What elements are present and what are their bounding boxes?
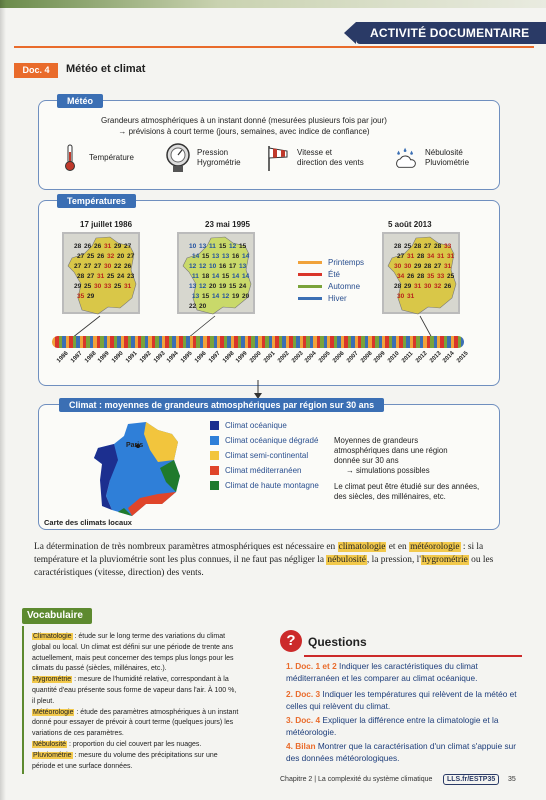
temperature-value: 30 — [404, 263, 412, 270]
climate-name: Climat océanique — [225, 421, 287, 430]
season-timeline — [52, 336, 464, 348]
header-rule — [14, 46, 534, 48]
climate-note-1 — [334, 436, 448, 476]
vocab-line: période et une surface données. — [32, 762, 133, 770]
note-line: donnée sur 30 ans — [334, 456, 399, 465]
question-3 — [286, 714, 526, 738]
doc-title: Météo et climat — [66, 63, 146, 75]
note-line: → simulations possibles — [346, 466, 430, 475]
temperature-value: 25 — [114, 283, 122, 290]
temperature-value: 19 — [232, 293, 240, 300]
temperature-value: 27 — [77, 253, 85, 260]
climate-legend-semi-continental — [210, 451, 308, 460]
temperature-value: 28 — [394, 283, 402, 290]
timeline-year: 1987 — [69, 350, 84, 365]
timeline-year: 2004 — [304, 350, 319, 365]
temperature-value: 14 — [242, 273, 250, 280]
temperature-value: 25 — [107, 273, 115, 280]
temperature-value: 20 — [242, 293, 250, 300]
climate-swatch — [210, 451, 219, 460]
temperature-value: 25 — [87, 253, 95, 260]
season-swatch — [298, 261, 322, 264]
vocab-term: Météorologie — [33, 708, 74, 716]
term-nebulosite: nébulosité — [327, 555, 366, 565]
season-swatch — [298, 273, 322, 276]
temperature-value: 13 — [239, 263, 247, 270]
temperature-value: 27 — [424, 243, 432, 250]
timeline-year: 2011 — [401, 350, 415, 365]
timeline-year: 1995 — [180, 350, 194, 365]
temperature-value: 26 — [444, 283, 452, 290]
season-legend-hiver — [298, 294, 347, 303]
temperature-value: 23 — [127, 273, 135, 280]
page-shadow — [0, 0, 6, 800]
vocab-line: variations de ces paramètres. — [32, 730, 124, 738]
timeline-year: 1991 — [125, 350, 139, 365]
temperature-value: 31 — [97, 273, 105, 280]
temperature-value: 25 — [447, 273, 455, 280]
temperature-value: 15 — [219, 243, 227, 250]
temperature-value: 11 — [192, 273, 199, 280]
temperature-value: 27 — [434, 263, 442, 270]
season-name: Automne — [328, 282, 361, 291]
temperature-value: 15 — [222, 273, 230, 280]
timeline-year: 2000 — [249, 350, 263, 365]
timeline-year: 2014 — [442, 350, 457, 365]
vocab-line: Météorologie : étude des paramètres atmosphériques à un instant — [33, 708, 239, 716]
timeline-year: 2010 — [387, 350, 401, 365]
climate-swatch — [210, 421, 219, 430]
temperature-map-1995 — [177, 232, 255, 314]
question-number: 2. Doc. 3 — [286, 689, 321, 699]
page-number: 35 — [508, 776, 516, 783]
temperature-value: 14 — [192, 253, 200, 260]
meteo-item-label: Pression Hygrométrie — [197, 148, 241, 167]
text-run: ou les caractéristiques (vitesse, direction) des vents. — [34, 555, 494, 578]
text-run: La détermination de très nombreux paramètres atmosphériques est nécessaire en — [34, 542, 338, 552]
timeline-year: 1992 — [138, 350, 153, 365]
temperature-value: 31 — [104, 243, 112, 250]
temperature-value: 24 — [239, 283, 247, 290]
question-icon: ? — [280, 630, 302, 652]
climate-legend-oceanique — [210, 421, 287, 430]
questions-title: Questions — [308, 635, 367, 649]
climate-legend-haute-montagne — [210, 481, 319, 490]
question-number: 1. Doc. 1 et 2 — [286, 661, 337, 671]
temperature-value: 35 — [77, 293, 85, 300]
temperature-value: 27 — [87, 273, 95, 280]
timeline-year: 2003 — [290, 350, 305, 365]
temperature-value: 12 — [189, 263, 197, 270]
climate-swatch — [210, 436, 219, 445]
footer-link[interactable]: LLS.fr/ESTP35 — [443, 774, 499, 785]
temperature-value: 15 — [229, 283, 237, 290]
windsock-icon — [265, 145, 291, 171]
timeline-year: 2001 — [263, 350, 277, 365]
temperature-value: 22 — [114, 263, 122, 270]
thermometer-icon — [57, 145, 83, 171]
meteo-item-label: Vitesse et direction des vents — [297, 148, 364, 167]
temperature-value: 15 — [202, 293, 210, 300]
temperature-value: 20 — [117, 253, 125, 260]
temperature-value: 14 — [212, 293, 220, 300]
vocabulaire-box — [22, 626, 262, 774]
vocab-line: Pluviométrie : mesure du volume des précipitations sur une — [33, 751, 218, 759]
meteo-item-label: Nébulosité Pluviométrie — [425, 148, 470, 167]
vocab-line: Climatologie : étude sur le long terme des variations du climat — [33, 633, 226, 640]
temperature-value: 31 — [407, 293, 415, 300]
temperature-value: 31 — [447, 253, 455, 260]
temperature-value: 20 — [199, 303, 207, 310]
climat-label: Climat : moyennes de grandeurs atmosphériques par région sur 30 ans — [59, 398, 384, 412]
rain-cloud-icon — [393, 145, 419, 171]
temperature-value: 28 — [424, 263, 432, 270]
temperature-value: 12 — [199, 263, 207, 270]
questions-rule — [304, 655, 522, 657]
temperature-value: 32 — [107, 253, 115, 260]
timeline-year: 2009 — [373, 350, 388, 365]
question-text: Montrer que la caractérisation d'un climat s'appuie sur des données météorologiques. — [286, 741, 517, 763]
temperature-value: 29 — [114, 243, 122, 250]
temperature-value: 29 — [414, 263, 422, 270]
temperature-value: 27 — [94, 263, 102, 270]
temperature-map-1986 — [62, 232, 140, 314]
temperature-value: 15 — [202, 253, 210, 260]
doc-tag: Doc. 4 — [14, 63, 58, 78]
temperature-value: 14 — [212, 273, 220, 280]
temperatures-label: Températures — [57, 194, 136, 208]
season-legend-ete — [298, 270, 340, 279]
vocab-line: climats du passé (siècles, millénaires, etc.). — [32, 665, 167, 673]
temperature-value: 27 — [127, 253, 135, 260]
temperature-value: 13 — [192, 293, 200, 300]
temperature-value: 28 — [417, 273, 425, 280]
temperature-value: 18 — [202, 273, 210, 280]
timeline-year: 2002 — [276, 350, 291, 365]
temperature-value: 13 — [222, 253, 230, 260]
timeline-year: 2006 — [332, 350, 346, 365]
text-run: : si la température et la pluviométrie sont les plus connues, il ne faut pas négliger la — [34, 542, 484, 565]
temperature-value: 29 — [74, 283, 82, 290]
term-meteorologie: météorologie — [410, 542, 460, 552]
temperature-value: 24 — [117, 273, 125, 280]
temperature-value: 30 — [397, 293, 405, 300]
temperature-value: 26 — [84, 243, 92, 250]
temperature-value: 29 — [87, 293, 95, 300]
season-swatch — [298, 297, 322, 300]
vocab-line: actuellement, mais peut concerner des temps plus longs pour les — [32, 654, 234, 662]
temperature-value: 20 — [209, 283, 217, 290]
temperature-value: 13 — [212, 253, 220, 260]
note-line: atmosphériques dans une région — [334, 446, 448, 455]
temperature-map-2013 — [382, 232, 460, 314]
temperature-value: 33 — [444, 243, 452, 250]
temperature-value: 28 — [417, 253, 425, 260]
intro-paragraph — [34, 541, 510, 580]
vocab-term: Nébulosité — [33, 741, 67, 748]
climate-name: Climat de haute montagne — [225, 481, 319, 490]
timeline-year: 1998 — [221, 350, 236, 365]
temperature-value: 29 — [404, 283, 412, 290]
question-number: 4. Bilan — [286, 741, 316, 751]
temperature-value: 31 — [437, 253, 445, 260]
map-date-1986: 17 juillet 1986 — [80, 220, 133, 229]
temperature-value: 28 — [77, 273, 85, 280]
temperature-value: 10 — [189, 243, 197, 250]
temperature-value: 32 — [434, 283, 442, 290]
vocab-term: Hygrométrie — [33, 676, 72, 684]
temperature-value: 28 — [394, 243, 402, 250]
climate-swatch — [210, 481, 219, 490]
season-name: Hiver — [328, 294, 347, 303]
meteo-item-label: Température — [89, 153, 134, 162]
timeline-year: 1986 — [56, 350, 70, 365]
climate-legend-mediterraneen — [210, 466, 301, 475]
timeline-year: 2013 — [428, 350, 443, 365]
temperature-value: 25 — [404, 243, 412, 250]
climate-swatch — [210, 466, 219, 475]
temperature-value: 33 — [437, 273, 445, 280]
vocab-line: donné pour essayer de prévoir à court terme (quelques jours) les — [32, 719, 234, 727]
note-line: Moyennes de grandeurs — [334, 436, 419, 445]
timeline-year: 1988 — [83, 350, 98, 365]
season-swatch — [298, 285, 322, 288]
timeline-year: 1996 — [194, 350, 208, 365]
timeline-year: 1993 — [152, 350, 167, 365]
text-run: et en — [386, 542, 410, 552]
temperature-value: 30 — [394, 263, 402, 270]
meteo-desc-line1: Grandeurs atmosphériques à un instant donné (mesurées plusieurs fois par jour) — [101, 116, 387, 125]
temperature-value: 31 — [124, 283, 132, 290]
question-number: 3. Doc. 4 — [286, 715, 321, 725]
vocab-line: quantité d'eau présente sous forme de vapeur dans l'air. À 100 %, — [32, 687, 237, 694]
temperature-value: 30 — [104, 263, 112, 270]
barometer-icon — [165, 145, 191, 171]
question-text: Indiquer les températures qui relèvent de la météo et celles qui relèvent du climat. — [286, 689, 517, 711]
meteo-item-nebulosite — [393, 145, 469, 171]
temperature-value: 16 — [232, 253, 240, 260]
timeline-year: 2007 — [345, 350, 360, 365]
season-name: Été — [328, 270, 341, 279]
temperature-value: 16 — [219, 263, 227, 270]
temperature-value: 27 — [74, 263, 82, 270]
temperature-value: 35 — [427, 273, 435, 280]
vocab-term: Climatologie — [33, 633, 72, 640]
vocab-line: il pleut. — [32, 697, 55, 705]
timeline-year: 2005 — [318, 350, 332, 365]
timeline-year: 2008 — [359, 350, 374, 365]
temperature-value: 19 — [219, 283, 227, 290]
season-name: Printemps — [328, 258, 365, 267]
temperature-value: 14 — [232, 273, 240, 280]
question-4 — [286, 740, 526, 764]
climate-note-2 — [334, 482, 479, 502]
meteo-item-temperature — [57, 145, 134, 171]
activity-banner: ACTIVITÉ DOCUMENTAIRE — [356, 22, 546, 44]
temperature-value: 12 — [199, 283, 207, 290]
temperature-value: 26 — [124, 263, 132, 270]
temperature-value: 26 — [407, 273, 415, 280]
climate-name: Climat semi-continental — [225, 451, 309, 460]
meteo-panel — [38, 96, 500, 190]
vocab-line: Hygrométrie : mesure de l'humidité relative, correspondant à la — [33, 676, 229, 684]
temperature-value: 25 — [84, 283, 92, 290]
term-hygrometrie: hygrométrie — [421, 555, 468, 565]
vocab-term: Pluviométrie — [33, 751, 72, 759]
vocab-line: Nébulosité : proportion du ciel couvert par les nuages. — [33, 741, 202, 748]
season-legend-printemps — [298, 258, 364, 267]
climate-name: Climat méditerranéen — [225, 466, 302, 475]
temperature-value: 34 — [397, 273, 405, 280]
temperature-value: 14 — [242, 253, 250, 260]
question-text: Expliquer la différence entre la climatologie et la météorologie. — [286, 715, 499, 737]
term-climatologie: climatologie — [338, 542, 386, 552]
timeline-year: 1994 — [166, 350, 181, 365]
temperature-value: 28 — [434, 243, 442, 250]
vocabulaire-title: Vocabulaire — [22, 608, 92, 624]
note-line: Le climat peut être étudié sur des années, — [334, 482, 480, 491]
temperature-value: 34 — [427, 253, 435, 260]
timeline-year: 1999 — [235, 350, 250, 365]
timeline-year: 1990 — [111, 350, 125, 365]
temperature-value: 17 — [229, 263, 237, 270]
meteo-label: Météo — [57, 94, 103, 108]
meteo-description — [79, 115, 409, 137]
temperature-value: 26 — [94, 243, 102, 250]
timeline-year: 2015 — [456, 350, 470, 365]
temperature-value: 13 — [189, 283, 197, 290]
season-legend-automne — [298, 282, 360, 291]
map-date-2013: 5 août 2013 — [388, 220, 432, 229]
timeline-year: 2012 — [414, 350, 429, 365]
temperature-value: 22 — [189, 303, 197, 310]
climate-map — [88, 420, 188, 520]
temperature-value: 31 — [444, 263, 452, 270]
temperature-value: 27 — [124, 243, 132, 250]
temperature-value: 12 — [229, 243, 237, 250]
question-text: Indiquer les caractéristiques du climat méditerranéen et les comparer au climat océanique. — [286, 661, 478, 683]
temperature-value: 10 — [209, 263, 217, 270]
temperature-value: 31 — [414, 283, 422, 290]
top-photo-strip — [0, 0, 546, 8]
meteo-item-pression — [165, 145, 241, 171]
temperature-value: 31 — [407, 253, 415, 260]
temperature-value: 26 — [97, 253, 105, 260]
temperature-value: 28 — [74, 243, 82, 250]
footer-chapter: Chapitre 2 | La complexité du système climatique — [280, 776, 433, 783]
map-date-1995: 23 mai 1995 — [205, 220, 250, 229]
temperature-value: 27 — [84, 263, 92, 270]
temperature-value: 30 — [424, 283, 432, 290]
timeline-year: 1989 — [97, 350, 112, 365]
timeline-year: 1997 — [207, 350, 222, 365]
note-line: des siècles, des millénaires, etc. — [334, 492, 446, 501]
meteo-desc-line2: → prévisions à court terme (jours, semaines, avec indice de confiance) — [118, 127, 370, 136]
temperature-value: 30 — [94, 283, 102, 290]
climate-legend-oceanique-degrade — [210, 436, 318, 445]
city-label: Paris — [126, 442, 144, 449]
temperature-value: 28 — [414, 243, 422, 250]
temperature-value: 11 — [209, 243, 216, 250]
text-run: , la pression, l' — [366, 555, 421, 565]
temperature-value: 27 — [397, 253, 405, 260]
temperature-value: 15 — [239, 243, 247, 250]
vocab-line: global ou local. Un climat est défini sur une période de trente ans — [32, 643, 234, 651]
question-2 — [286, 688, 526, 712]
temperature-value: 12 — [222, 293, 230, 300]
temperature-value: 13 — [199, 243, 207, 250]
question-1 — [286, 660, 526, 684]
climate-map-caption: Carte des climats locaux — [44, 518, 132, 527]
temperature-value: 33 — [104, 283, 112, 290]
meteo-item-vents — [265, 145, 364, 171]
climate-name: Climat océanique dégradé — [225, 436, 319, 445]
